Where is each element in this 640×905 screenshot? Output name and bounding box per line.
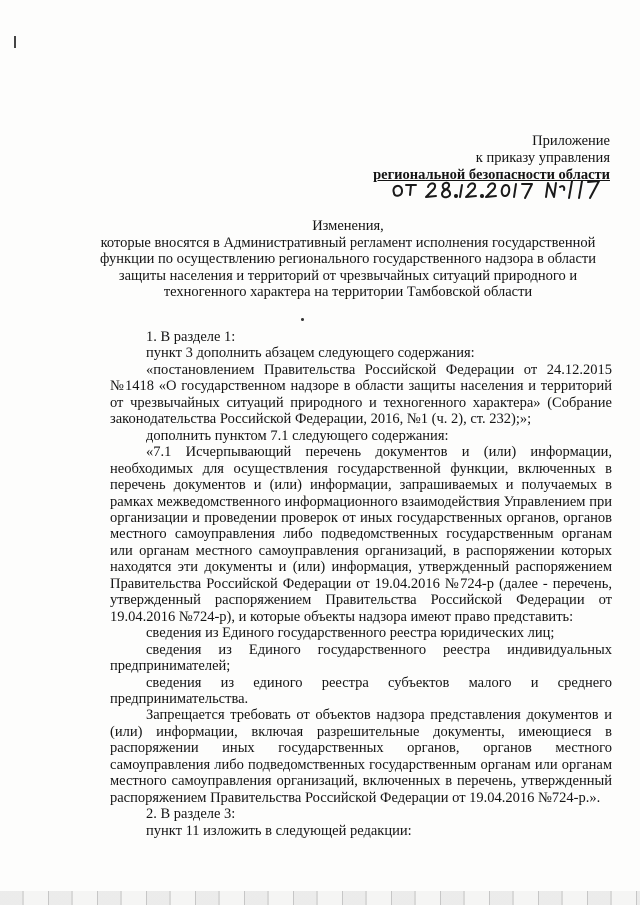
document-subtitle: которые вносятся в Административный регламент исполнения государственной функции по осуществлению регионального государственного надзора в области защиты населения и территорий от чрезвычайных ситуаций природного и техногенного характера на территории Тамбовской области [100,234,596,301]
appendix-authority: региональной безопасности области [373,167,610,183]
section-1-heading: 1. В разделе 1: [146,329,236,345]
document-title: Изменения, [312,218,384,234]
section-2-heading: 2. В разделе 3: [146,806,236,823]
paragraph: Запрещается требовать от объектов надзора представления документов и (или) информации, включая разрешительные документы, имеющиеся в распоряжении иных государственных органов, органов местного самоуправления либо подведомственных государственным органам или органам местного самоуправления организаций, включенных в перечень, утвержденный распоряжением Правительства Российской Федерации от 19.04.2016 №724-р.». [110,707,612,806]
handwritten-date-number [390,175,610,203]
speck [301,318,304,321]
document-body [110,329,612,839]
paragraph: «постановлением Правительства Российской Федерации от 24.12.2015 №1418 «О государственном надзоре в области защиты населения и территорий от чрезвычайных ситуаций природного и техногенного характера» (Собрание законодательства Российской Федерации, 2016, №1 (ч. 2), ст. 232);»; [110,361,612,428]
list-item: сведения из Единого государственного реестра индивидуальных предпринимателей; [110,641,612,675]
scan-edge-mark [14,36,16,48]
paragraph: пункт 3 дополнить абзацем следующего содержания: [146,345,475,362]
appendix-label: Приложение [532,133,610,149]
paragraph: «7.1 Исчерпывающий перечень документов и (или) информации, необходимых для осуществления государственной функции, включенных в перечень документов и (или) информации, запрашиваемых и получаемых в рамках межведомственного информационного взаимодействия Управлением при организации и проведении проверок от иных государственных органов, органов местного самоуправления либо подведомственных государственным органам или органам местного самоуправления организаций, в распоряжении которых находятся эти документы и (или) информация, утвержденный распоряжением Правительства Российской Федерации от 19.04.2016 №724-р (далее - перечень, утвержденный распоряжением Правительства Российской Федерации от 19.04.2016 №724-р), и которые объекты надзора имеют право представить: [110,444,612,625]
paragraph: пункт 11 изложить в следующей редакции: [146,822,412,839]
scan-bottom-edge [0,891,640,905]
document-title-block [88,218,608,301]
list-item: сведения из единого реестра субъектов малого и среднего предпринимательства. [110,674,612,707]
list-item: сведения из Единого государственного реестра юридических лиц; [146,625,555,642]
paragraph: дополнить пунктом 7.1 следующего содержания: [146,427,449,444]
appendix-order-ref: к приказу управления [475,150,610,166]
